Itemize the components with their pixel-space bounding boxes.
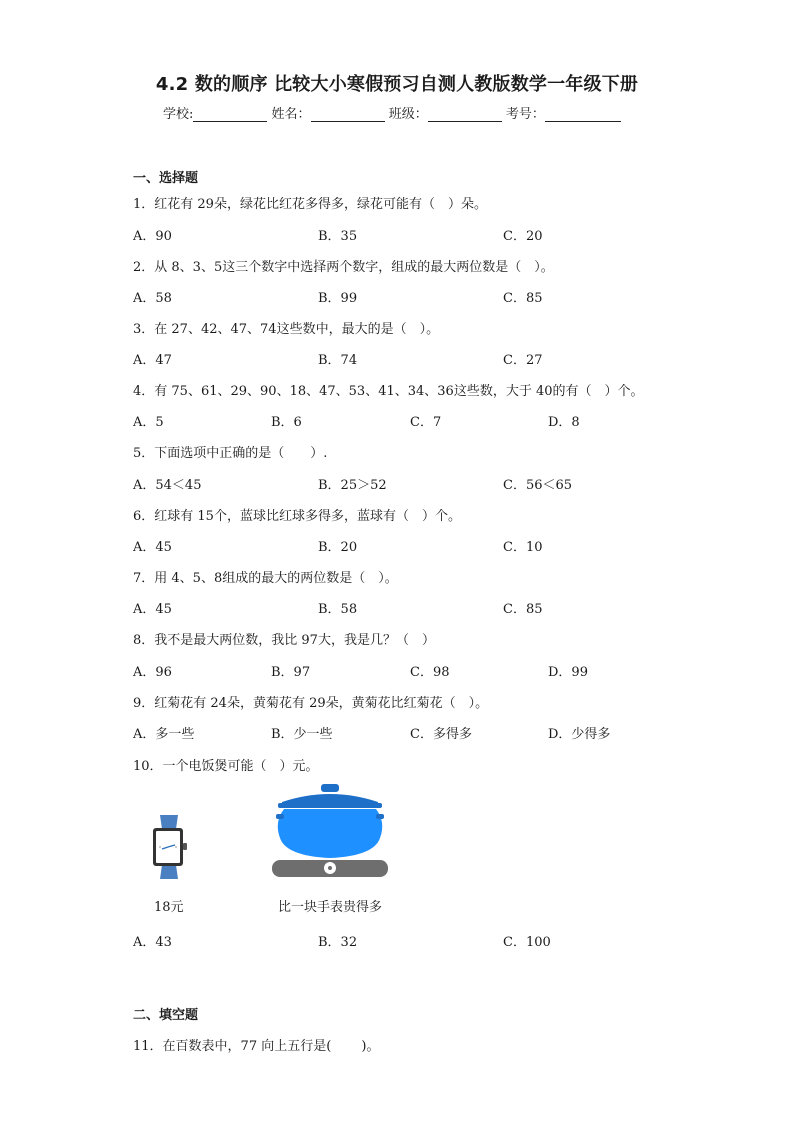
option-b: B．少一些 [271,727,333,742]
option-a: A．58 [133,291,172,306]
rice-cooker-icon [270,782,390,880]
option-b: B．97 [271,665,311,680]
option-b: B．35 [318,229,358,244]
school-label: 学校: [163,107,194,122]
option-a: A．90 [133,229,172,244]
class-label: 班级： [388,107,428,122]
class-blank [428,107,502,122]
option-d: D．8 [548,415,580,430]
option-c: C．27 [503,353,543,368]
option-b: B．6 [271,415,302,430]
question-5: 5．下面选项中正确的是（ ）. [133,446,328,461]
school-blank [193,107,267,122]
option-b: B．74 [318,353,358,368]
section-choice-heading: 一、选择题 [133,171,199,186]
section-fill-heading: 二、填空题 [133,1008,199,1023]
option-c: C．100 [503,935,551,950]
option-c: C．85 [503,291,543,306]
option-a: A．96 [133,665,172,680]
name-label: 姓名： [271,107,311,122]
option-c: C．85 [503,602,543,617]
option-b: B．99 [318,291,358,306]
option-a: A．多一些 [133,727,195,742]
option-b: B．20 [318,540,358,555]
option-a: A．43 [133,935,172,950]
option-b: B．25＞52 [318,478,387,493]
student-info-line [163,103,621,122]
question-9: 9．红菊花有 24朵，黄菊花有 29朵，黄菊花比红菊花（ ）。 [133,696,489,711]
page-title: 4.2 数的顺序 比较大小寒假预习自测人教版数学一年级下册 [155,74,639,95]
question-10: 10．一个电饭煲可能（ ）元。 [133,759,319,774]
question-11: 11．在百数表中，77 向上五行是( )。 [133,1039,380,1054]
option-a: A．5 [133,415,164,430]
number-blank [545,107,621,122]
option-c: C．98 [410,665,450,680]
question-3: 3．在 27、42、47、74这些数中，最大的是（ ）。 [133,322,440,337]
wristwatch-icon [150,815,188,879]
question-2: 2．从 8、3、5这三个数字中选择两个数字，组成的最大两位数是（ ）。 [133,260,554,275]
option-c: C．7 [410,415,442,430]
option-c: C．56＜65 [503,478,573,493]
option-d: D．少得多 [548,727,611,742]
number-label: 考号： [505,107,545,122]
option-c: C．多得多 [410,727,472,742]
option-c: C．20 [503,229,543,244]
option-a: A．54＜45 [133,478,202,493]
option-d: D．99 [548,665,588,680]
question-4: 4．有 75、61、29、90、18、47、53、41、34、36这些数，大于 40的有（ ）个。 [133,384,644,399]
option-a: A．47 [133,353,172,368]
option-a: A．45 [133,602,172,617]
question-8: 8．我不是最大两位数，我比 97大，我是几？（ ） [133,633,435,648]
question-1: 1．红花有 29朵，绿花比红花多得多，绿花可能有（ ）朵。 [133,197,487,212]
option-b: B．32 [318,935,358,950]
question-7: 7．用 4、5、8组成的最大的两位数是（ ）。 [133,571,398,586]
option-a: A．45 [133,540,172,555]
name-blank [311,107,385,122]
option-c: C．10 [503,540,543,555]
watch-price-caption: 18元 [154,900,184,915]
question-6: 6．红球有 15个，蓝球比红球多得多，蓝球有（ ）个。 [133,509,461,524]
pot-caption: 比一块手表贵得多 [278,900,383,915]
option-b: B．58 [318,602,358,617]
